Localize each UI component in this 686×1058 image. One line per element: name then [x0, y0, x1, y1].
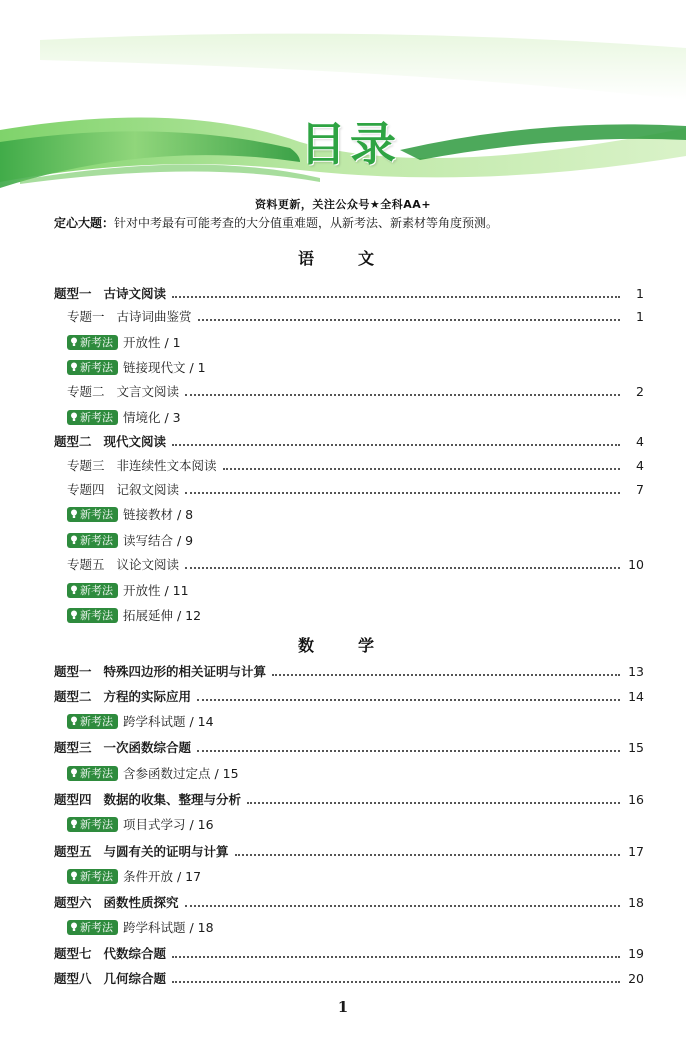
toc-entry[interactable] — [67, 381, 644, 401]
entry-page: 2 — [636, 383, 644, 399]
new-method-text: 情境化 / 3 — [123, 410, 181, 425]
page-title: 目录 — [300, 117, 400, 171]
new-method-item[interactable] — [67, 505, 193, 523]
lightbulb-icon — [70, 768, 78, 778]
badge-label: 新考法 — [80, 534, 113, 547]
new-method-badge — [67, 920, 118, 935]
entry-code: 题型八 — [54, 971, 92, 986]
lightbulb-icon — [70, 535, 78, 545]
toc-entry[interactable] — [54, 892, 644, 912]
toc-entry[interactable] — [67, 554, 644, 574]
new-method-item[interactable] — [67, 764, 239, 782]
entry-title: 数据的收集、整理与分析 — [103, 792, 242, 807]
entry-code: 题型三 — [54, 740, 92, 755]
entry-code: 专题一 — [67, 309, 105, 324]
toc-entry[interactable] — [54, 943, 644, 963]
entry-code: 专题三 — [67, 458, 105, 473]
entry-page: 1 — [636, 308, 644, 324]
entry-title: 古诗文阅读 — [103, 286, 167, 301]
entry-page: 10 — [628, 556, 644, 572]
entry-code: 专题四 — [67, 482, 105, 497]
new-method-text: 开放性 / 1 — [123, 335, 181, 350]
dot-leader — [185, 393, 620, 396]
lightbulb-icon — [70, 871, 78, 881]
intro-line — [54, 214, 634, 231]
entry-code: 专题二 — [67, 384, 105, 399]
entry-code: 题型四 — [54, 792, 92, 807]
new-method-text: 项目式学习 / 16 — [123, 817, 214, 832]
lightbulb-icon — [70, 819, 78, 829]
entry-page: 18 — [628, 894, 644, 910]
new-method-badge — [67, 608, 118, 623]
dot-leader — [172, 955, 620, 958]
toc-entry[interactable] — [67, 455, 644, 475]
intro-text: 针对中考最有可能考查的大分值重难题，从新考法、新素材等角度预测。 — [114, 216, 499, 230]
badge-label: 新考法 — [80, 609, 113, 622]
lightbulb-icon — [70, 585, 78, 595]
dot-leader — [172, 980, 620, 983]
entry-code: 题型二 — [54, 689, 92, 704]
toc-entry[interactable] — [67, 479, 644, 499]
new-method-text: 条件开放 / 17 — [123, 869, 202, 884]
dot-leader — [223, 467, 620, 470]
lightbulb-icon — [70, 362, 78, 372]
lightbulb-icon — [70, 922, 78, 932]
entry-title: 古诗词曲鉴赏 — [116, 309, 192, 324]
new-method-item[interactable] — [67, 918, 214, 936]
entry-page: 13 — [628, 663, 644, 679]
entry-code: 题型二 — [54, 434, 92, 449]
toc-entry[interactable] — [54, 789, 644, 809]
new-method-badge — [67, 335, 118, 350]
toc-entry[interactable] — [54, 968, 644, 988]
new-method-text: 拓展延伸 / 12 — [123, 608, 202, 623]
entry-title: 一次函数综合题 — [103, 740, 192, 755]
section-heading-math: 数 学 — [297, 636, 388, 655]
entry-page: 15 — [628, 739, 644, 755]
toc-entry[interactable] — [54, 283, 644, 303]
lightbulb-icon — [70, 509, 78, 519]
badge-label: 新考法 — [80, 584, 113, 597]
entry-page: 7 — [636, 481, 644, 497]
new-method-text: 链接教材 / 8 — [123, 507, 194, 522]
new-method-item[interactable] — [67, 408, 181, 426]
entry-code: 专题五 — [67, 557, 105, 572]
entry-code: 题型一 — [54, 664, 92, 679]
dot-leader — [198, 318, 620, 321]
lightbulb-icon — [70, 716, 78, 726]
toc-entry[interactable] — [54, 841, 644, 861]
lightbulb-icon — [70, 337, 78, 347]
new-method-badge — [67, 766, 118, 781]
entry-page: 20 — [628, 970, 644, 986]
dot-leader — [197, 698, 620, 701]
toc-entry[interactable] — [54, 431, 644, 451]
entry-page: 17 — [628, 843, 644, 859]
entry-code: 题型七 — [54, 946, 92, 961]
section-heading-chinese: 语 文 — [297, 249, 388, 268]
entry-code: 题型五 — [54, 844, 92, 859]
entry-page: 14 — [628, 688, 644, 704]
new-method-badge — [67, 360, 118, 375]
badge-label: 新考法 — [80, 715, 113, 728]
entry-page: 1 — [636, 285, 644, 301]
toc-entry[interactable] — [54, 737, 644, 757]
badge-label: 新考法 — [80, 818, 113, 831]
new-method-text: 链接现代文 / 1 — [123, 360, 206, 375]
dot-leader — [247, 801, 620, 804]
dot-leader — [172, 295, 620, 298]
new-method-badge — [67, 714, 118, 729]
new-method-badge — [67, 817, 118, 832]
entry-title: 特殊四边形的相关证明与计算 — [103, 664, 267, 679]
new-method-text: 读写结合 / 9 — [123, 533, 194, 548]
new-method-badge — [67, 583, 118, 598]
dot-leader — [185, 491, 620, 494]
new-method-text: 含参函数过定点 / 15 — [123, 766, 239, 781]
toc-entry[interactable] — [67, 306, 644, 326]
new-method-item[interactable] — [67, 815, 214, 833]
badge-label: 新考法 — [80, 921, 113, 934]
new-method-item[interactable] — [67, 333, 181, 351]
entry-page: 16 — [628, 791, 644, 807]
entry-code: 题型六 — [54, 895, 92, 910]
badge-label: 新考法 — [80, 508, 113, 521]
new-method-item[interactable] — [67, 606, 201, 624]
badge-label: 新考法 — [80, 767, 113, 780]
new-method-item[interactable] — [67, 531, 193, 549]
lightbulb-icon — [70, 412, 78, 422]
page-number: 1 — [337, 998, 349, 1016]
dot-leader — [172, 443, 620, 446]
entry-title: 文言文阅读 — [116, 384, 180, 399]
dot-leader — [272, 673, 620, 676]
badge-label: 新考法 — [80, 411, 113, 424]
new-method-item[interactable] — [67, 581, 189, 599]
badge-label: 新考法 — [80, 870, 113, 883]
lightbulb-icon — [70, 610, 78, 620]
entry-title: 几何综合题 — [103, 971, 167, 986]
toc-entry[interactable] — [54, 661, 644, 681]
header-banner — [0, 30, 686, 211]
entry-title: 议论文阅读 — [116, 557, 180, 572]
entry-code: 题型一 — [54, 286, 92, 301]
new-method-badge — [67, 410, 118, 425]
badge-label: 新考法 — [80, 336, 113, 349]
entry-title: 函数性质探究 — [103, 895, 179, 910]
entry-title: 记叙文阅读 — [116, 482, 180, 497]
new-method-item[interactable] — [67, 867, 201, 885]
new-method-text: 开放性 / 11 — [123, 583, 189, 598]
entry-title: 与圆有关的证明与计算 — [103, 844, 229, 859]
new-method-text: 跨学科试题 / 18 — [123, 920, 214, 935]
dot-leader — [185, 566, 620, 569]
entry-title: 代数综合题 — [103, 946, 167, 961]
badge-label: 新考法 — [80, 361, 113, 374]
entry-page: 4 — [636, 457, 644, 473]
dot-leader — [185, 904, 620, 907]
intro-label: 定心大题： — [54, 216, 115, 230]
toc-entry[interactable] — [54, 686, 644, 706]
dot-leader — [197, 749, 620, 752]
new-method-badge — [67, 869, 118, 884]
entry-page: 4 — [636, 433, 644, 449]
new-method-badge — [67, 533, 118, 548]
entry-page: 19 — [628, 945, 644, 961]
entry-title: 现代文阅读 — [103, 434, 167, 449]
entry-title: 方程的实际应用 — [103, 689, 192, 704]
page-subtitle: 资料更新，关注公众号★全科AA+ — [254, 198, 432, 211]
new-method-item[interactable] — [67, 712, 214, 730]
entry-title: 非连续性文本阅读 — [116, 458, 217, 473]
new-method-badge — [67, 507, 118, 522]
new-method-text: 跨学科试题 / 14 — [123, 714, 214, 729]
new-method-item[interactable] — [67, 358, 206, 376]
dot-leader — [235, 853, 620, 856]
